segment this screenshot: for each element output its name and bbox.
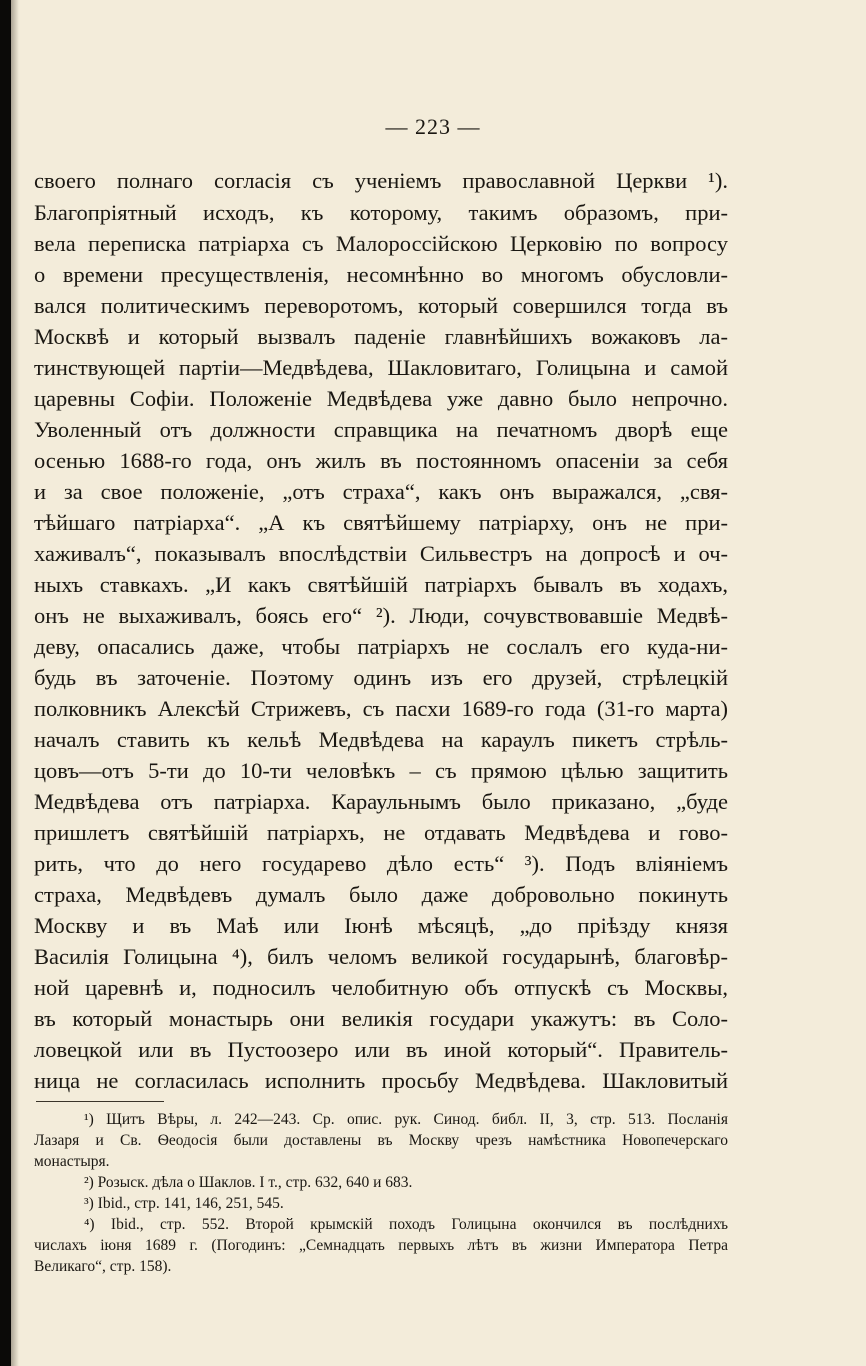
body-line: Москвѣ и который вызвалъ паденіе главнѣйшихъ вожаковъ ла- bbox=[34, 324, 728, 349]
body-line: Москву и въ Маѣ или Іюнѣ мѣсяцѣ, „до пріѣзду князя bbox=[34, 913, 728, 938]
body-line: пришлетъ святѣйшій патріархъ, не отдавать Медвѣдева и гово- bbox=[34, 820, 728, 845]
body-line: о времени пресуществленія, несомнѣнно во многомъ обусловли- bbox=[34, 262, 728, 287]
body-line: осенью 1688-го года, онъ жилъ въ постоянномъ опасеніи за себя bbox=[34, 448, 728, 473]
binding-shadow bbox=[11, 0, 19, 1366]
body-line: вался политическимъ переворотомъ, который совершился тогда въ bbox=[34, 293, 728, 318]
footnote-line: Великаго“, стр. 158). bbox=[34, 1258, 172, 1275]
body-line: рить, что до него государево дѣло есть“ ³). Подъ вліяніемъ bbox=[34, 851, 728, 876]
body-line: тѣйшаго патріарха“. „А къ святѣйшему патріарху, онъ не при- bbox=[34, 510, 728, 535]
footnote-line: ²) Розыск. дѣла о Шаклов. I т., стр. 632, 640 и 683. bbox=[84, 1174, 413, 1191]
body-line: страха, Медвѣдевъ думалъ было даже добровольно покинуть bbox=[34, 882, 728, 907]
body-line: тинствующей партіи—Медвѣдева, Шакловитаго, Голицына и самой bbox=[34, 355, 728, 380]
body-line: Василія Голицына ⁴), билъ челомъ великой государынѣ, благовѣр- bbox=[34, 944, 728, 969]
body-line: началъ ставить къ кельѣ Медвѣдева на караулъ пикетъ стрѣль- bbox=[34, 727, 728, 752]
body-line: царевны Софіи. Положеніе Медвѣдева уже давно было непрочно. bbox=[34, 386, 728, 411]
footnote-rule bbox=[36, 1101, 164, 1102]
body-line: ной царевнѣ и, подносилъ челобитную объ отпускѣ съ Москвы, bbox=[34, 975, 728, 1000]
body-line: полковникъ Алексѣй Стрижевъ, съ пасхи 1689-го года (31-го марта) bbox=[34, 696, 728, 721]
body-line: своего полнаго согласія съ ученіемъ православной Церкви ¹). bbox=[34, 168, 728, 193]
body-line: Благопріятный исходъ, къ которому, такимъ образомъ, при- bbox=[34, 200, 728, 225]
body-line: ница не согласилась исполнить просьбу Медвѣдева. Шакловитый bbox=[34, 1068, 728, 1093]
footnote-line: ⁴) Ibid., стр. 552. Второй крымскій походъ Голицына окончился въ послѣднихъ bbox=[84, 1216, 728, 1233]
footnote-line: ³) Ibid., стр. 141, 146, 251, 545. bbox=[84, 1195, 284, 1212]
book-binding-edge bbox=[0, 0, 11, 1366]
footnote-line: ¹) Щитъ Вѣры, л. 242—243. Ср. опис. рук. Синод. библ. II, 3, стр. 513. Посланія bbox=[84, 1111, 728, 1128]
footnote-line: числахъ іюня 1689 г. (Погодинъ: „Семнадцать первыхъ лѣтъ въ жизни Императора Петра bbox=[34, 1237, 728, 1254]
body-line: хаживалъ“, показывалъ впослѣдствіи Сильвестръ на допросѣ и оч- bbox=[34, 541, 728, 566]
body-line: Уволенный отъ должности справщика на печатномъ дворѣ еще bbox=[34, 417, 728, 442]
body-line: цовъ—отъ 5-ти до 10-ти человѣкъ – съ прямою цѣлью защитить bbox=[34, 758, 728, 783]
body-line: и за свое положеніе, „отъ страха“, какъ онъ выражался, „свя- bbox=[34, 479, 728, 504]
body-line: будь въ заточеніе. Поэтому одинъ изъ его друзей, стрѣлецкій bbox=[34, 665, 728, 690]
footnote-line: монастыря. bbox=[34, 1153, 110, 1170]
page-number: — 223 — bbox=[385, 114, 481, 139]
body-line: Медвѣдева отъ патріарха. Караульнымъ было приказано, „буде bbox=[34, 789, 728, 814]
body-line: деву, опасались даже, чтобы патріархъ не сослалъ его куда-ни- bbox=[34, 634, 728, 659]
body-line: ловецкой или въ Пустоозеро или въ иной который“. Правитель- bbox=[34, 1037, 728, 1062]
footnote-line: Лазаря и Св. Ѳеодосія были доставлены въ Москву чрезъ намѣстника Новопечерскаго bbox=[34, 1132, 728, 1149]
body-line: вела переписка патріарха съ Малороссійскою Церковію по вопросу bbox=[34, 231, 728, 256]
body-line: ныхъ ставкахъ. „И какъ святѣйшій патріархъ бывалъ въ ходахъ, bbox=[34, 572, 728, 597]
body-line: въ который монастырь они великія государи укажутъ: въ Соло- bbox=[34, 1006, 728, 1031]
body-line: онъ не выхаживалъ, боясь его“ ²). Люди, сочувствовавшіе Медвѣ- bbox=[34, 603, 728, 628]
